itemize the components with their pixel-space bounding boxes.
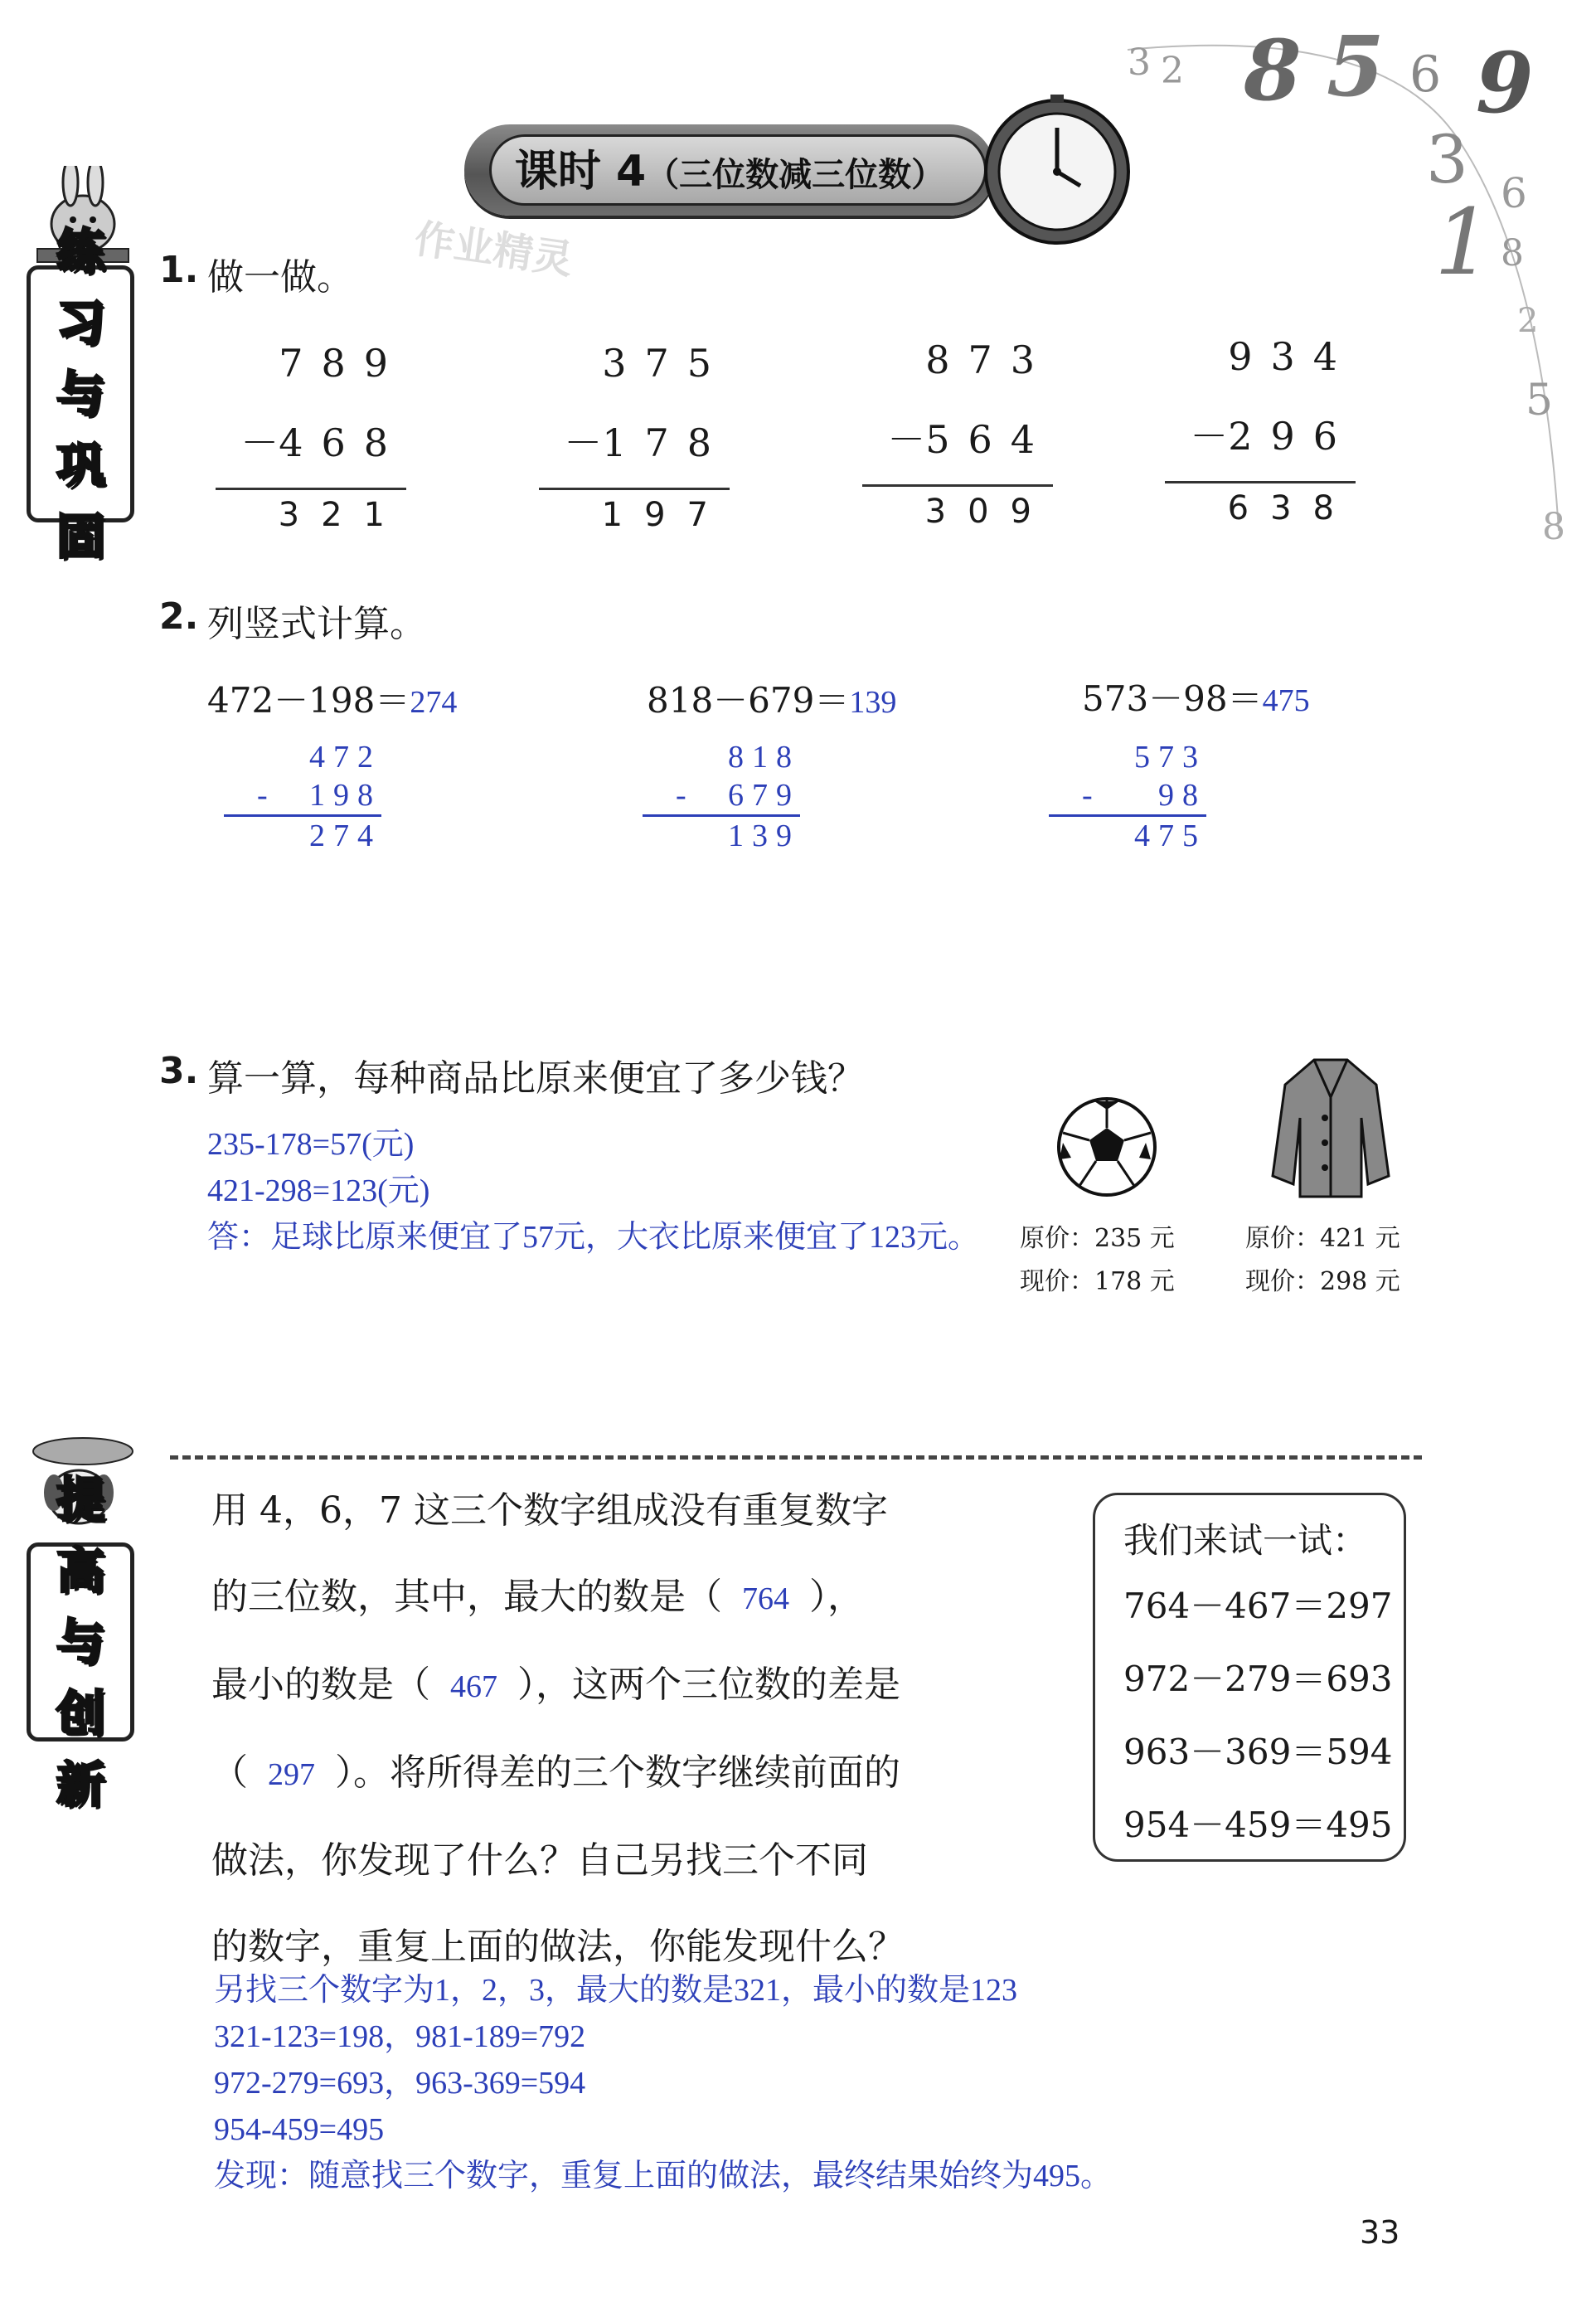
- subtrahend: 564: [925, 417, 1053, 462]
- deco-digit: 3: [1128, 41, 1151, 84]
- q2-vertical-work: [643, 738, 800, 855]
- q1-problem: [539, 323, 730, 540]
- equation-answer: 274: [410, 685, 458, 720]
- deco-digit: 3: [1426, 121, 1468, 198]
- deco-digit: 8: [1244, 22, 1302, 119]
- current-price: 现价：298 元: [1245, 1267, 1400, 1296]
- current-price: 现价：178 元: [1020, 1267, 1175, 1296]
- question-line: [211, 1642, 1065, 1730]
- minuend: 934: [1228, 334, 1356, 379]
- subtrahend-row: [1165, 396, 1356, 476]
- question-line: 的数字，重复上面的做法，你能发现什么？: [211, 1926, 905, 1968]
- banner-char: 高: [56, 1542, 104, 1599]
- coat-icon: [1269, 1052, 1393, 1201]
- page-number: 33: [1360, 2214, 1400, 2251]
- answer: 638: [1227, 489, 1356, 527]
- work-result: 475: [1134, 819, 1206, 853]
- q2-number: 2.: [159, 595, 199, 638]
- work-top: 573: [1134, 740, 1206, 775]
- answer: 197: [601, 496, 730, 534]
- banner-char: 练: [56, 223, 104, 279]
- minus-sign: －: [564, 420, 603, 465]
- answer: 309: [924, 493, 1053, 531]
- banner-char: 巩: [56, 437, 104, 493]
- q2-vertical-work: [224, 738, 381, 855]
- q2-text: 列竖式计算。: [207, 603, 426, 645]
- equation-answer: 475: [1262, 683, 1310, 718]
- try-box-item: 764－467＝297: [1123, 1586, 1393, 1626]
- deco-digit: 8: [1501, 232, 1524, 274]
- blank-answer: 764: [742, 1581, 789, 1616]
- deco-digit: 6: [1501, 169, 1527, 217]
- work-line: 另找三个数字为1，2，3，最大的数是321，最小的数是123: [214, 1973, 1018, 2008]
- work-line: 235-178=57(元): [207, 1127, 415, 1162]
- q2-equation: [647, 673, 896, 723]
- line-text: 的三位数，其中，最大的数是（: [211, 1576, 722, 1618]
- work-bottom-row: [1049, 776, 1206, 817]
- q1-problem: [862, 320, 1053, 537]
- work-result: 274: [309, 819, 381, 853]
- question-line: [211, 1730, 1065, 1818]
- q2-equation: [207, 673, 457, 723]
- subtrahend-row: [216, 403, 406, 483]
- clock-icon: [974, 93, 1140, 250]
- q1-text: 做一做。: [207, 256, 353, 299]
- question-line: 用 4，6，7 这三个数字组成没有重复数字: [211, 1489, 888, 1532]
- deco-digit: 1: [1434, 189, 1492, 295]
- deco-digit: 9: [1476, 34, 1534, 132]
- blank-answer: 467: [450, 1669, 497, 1704]
- equation-answer: 139: [849, 685, 897, 720]
- minus-sign: -: [257, 778, 276, 813]
- q3-work: [207, 1121, 979, 1261]
- banner-char: 提: [56, 1471, 104, 1528]
- line-text: ），这两个三位数的差是: [517, 1664, 900, 1706]
- deco-digit: 5: [1327, 17, 1385, 115]
- deco-digit: 8: [1542, 506, 1565, 548]
- improve-work: [214, 1967, 1112, 2199]
- work-bottom: 98: [1158, 778, 1206, 813]
- work-line: 321-123=198，981-189=792: [214, 2019, 586, 2054]
- minus-sign: －: [240, 420, 279, 465]
- watermark: 作业精灵: [411, 215, 576, 284]
- try-box: [1093, 1493, 1406, 1862]
- q3-number: 3.: [159, 1050, 199, 1092]
- ball-price: [1020, 1217, 1175, 1304]
- banner-char: 创: [56, 1685, 104, 1742]
- q2-equation: [1082, 672, 1310, 721]
- question-line: [211, 1554, 1065, 1642]
- minus-sign: －: [1190, 414, 1229, 459]
- minuend: 789: [279, 341, 406, 386]
- try-box-item: 972－279＝693: [1123, 1659, 1393, 1699]
- try-box-title: 我们来试一试：: [1123, 1520, 1368, 1561]
- minuend: 873: [925, 338, 1053, 382]
- improve-banner: [27, 1471, 134, 1813]
- original-price: 原价：235 元: [1020, 1224, 1175, 1253]
- q1-problem: [216, 323, 406, 540]
- lesson-number: 课时 4: [514, 147, 647, 197]
- deco-digit: 2: [1161, 50, 1184, 92]
- banner-char: 与: [56, 1614, 104, 1670]
- work-result: 139: [728, 819, 800, 853]
- work-bottom: 679: [728, 778, 800, 813]
- subtrahend: 468: [279, 420, 406, 465]
- section-divider: [170, 1455, 1422, 1460]
- work-bottom-row: [643, 776, 800, 817]
- banner-char: 与: [56, 366, 104, 422]
- practice-banner: [27, 223, 134, 565]
- blank-answer: 297: [268, 1757, 315, 1792]
- try-box-item: 963－369＝594: [1123, 1732, 1393, 1772]
- banner-char: 固: [56, 508, 104, 565]
- subtrahend-row: [862, 400, 1053, 479]
- q3-text: 算一算，每种商品比原来便宜了多少钱？: [207, 1057, 864, 1100]
- work-line: 954-459=495: [214, 2112, 385, 2147]
- deco-digit: 5: [1526, 376, 1554, 425]
- work-line: 答：足球比原来便宜了57元，大衣比原来便宜了123元。: [207, 1220, 980, 1255]
- work-line: 421-298=123(元): [207, 1173, 430, 1208]
- soccer-ball-icon: [1053, 1093, 1161, 1201]
- work-bottom: 198: [309, 778, 381, 813]
- minuend: 375: [602, 341, 730, 386]
- improve-question: [211, 1468, 1065, 1990]
- banner-char: 新: [56, 1756, 104, 1813]
- answer: 321: [278, 496, 406, 534]
- original-price: 原价：421 元: [1245, 1224, 1400, 1253]
- lesson-subtitle: （三位数减三位数）: [646, 156, 945, 194]
- q2-vertical-work: [1049, 738, 1206, 855]
- q1-number: 1.: [159, 249, 199, 291]
- subtrahend-row: [539, 403, 730, 483]
- minus-sign: -: [676, 778, 695, 813]
- work-top: 818: [728, 740, 800, 775]
- deco-digit: 2: [1517, 302, 1539, 340]
- banner-char: 习: [56, 294, 104, 351]
- line-text: ），: [809, 1576, 864, 1618]
- work-line: 972-279=693，963-369=594: [214, 2066, 586, 2101]
- work-line: 发现：随意找三个数字，重复上面的做法，最终结果始终为495。: [214, 2159, 1113, 2193]
- minus-sign: －: [887, 417, 926, 462]
- line-text: （: [211, 1751, 248, 1794]
- line-text: 最小的数是（: [211, 1664, 430, 1706]
- work-top: 472: [309, 740, 381, 775]
- subtrahend: 296: [1228, 414, 1356, 459]
- work-bottom-row: [224, 776, 381, 817]
- minus-sign: -: [1082, 778, 1101, 813]
- equation-text: 818－679＝: [647, 680, 850, 721]
- lesson-title: [497, 143, 962, 201]
- deco-digit: 6: [1409, 46, 1442, 104]
- equation-text: 472－198＝: [207, 680, 410, 721]
- try-box-item: 954－459＝495: [1123, 1805, 1393, 1845]
- line-text: ）。将所得差的三个数字继续前面的: [335, 1751, 900, 1794]
- question-line: 做法，你发现了什么？自己另找三个不同: [211, 1839, 868, 1882]
- equation-text: 573－98＝: [1082, 678, 1263, 719]
- coat-price: [1245, 1217, 1400, 1304]
- q1-problem: [1165, 317, 1356, 533]
- subtrahend: 178: [602, 420, 730, 465]
